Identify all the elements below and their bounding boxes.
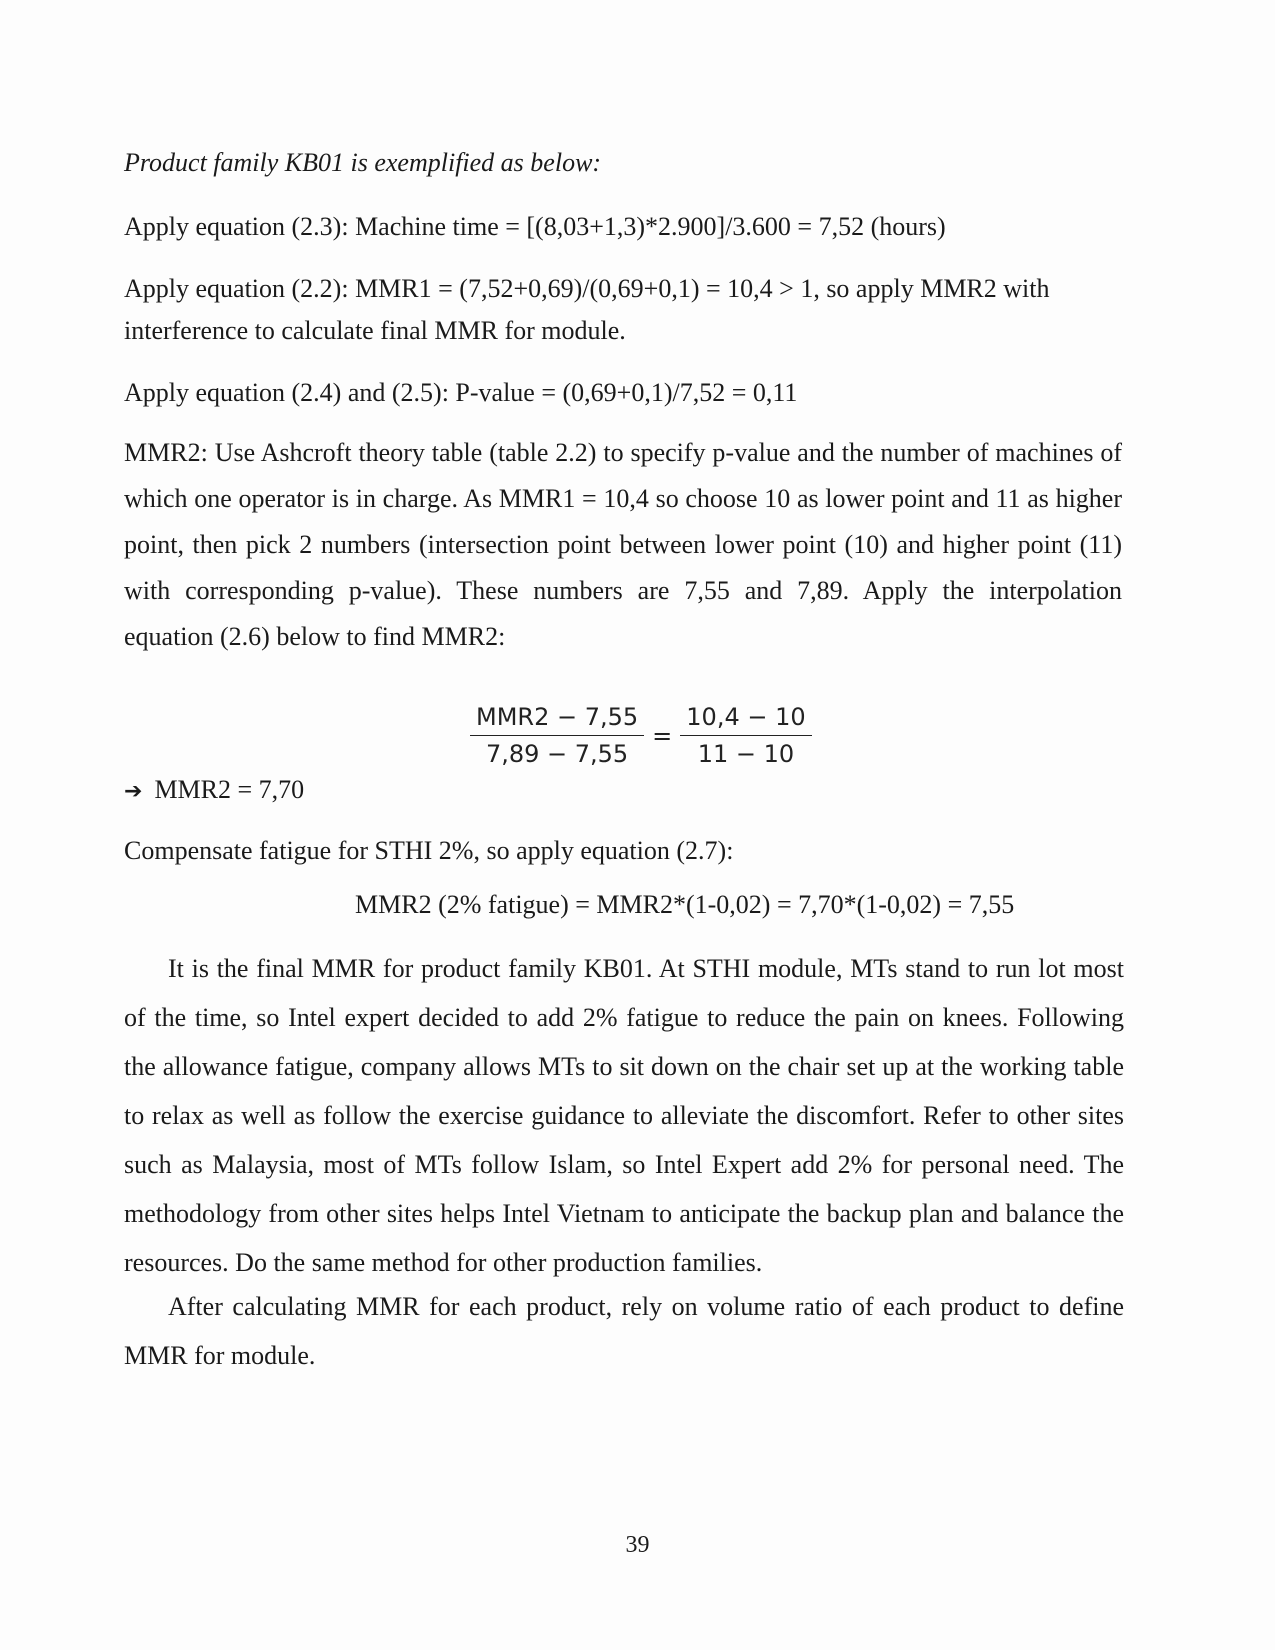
right-denominator: 11 − 10 — [697, 740, 795, 768]
module-mmr-paragraph: After calculating MMR for each product, rely on volume ratio of each product to define MMR for module. — [124, 1292, 1124, 1370]
mmr1-line: Apply equation (2.2): MMR1 = (7,52+0,69)/(0,69+0,1) = 10,4 > 1, so apply MMR2 with — [124, 274, 1050, 303]
fatigue-equation: MMR2 (2% fatigue) = MMR2*(1-0,02) = 7,70*(1-0,02) = 7,55 — [355, 890, 1015, 919]
left-denominator: 7,89 − 7,55 — [485, 740, 629, 768]
right-numerator: 10,4 − 10 — [680, 703, 811, 736]
left-numerator: MMR2 − 7,55 — [470, 703, 644, 736]
section-heading: Product family KB01 is exemplified as below: — [124, 148, 602, 177]
ashcroft-paragraph: MMR2: Use Ashcroft theory table (table 2.2) to specify p-value and the number of machines of which one operator is in charge. As MMR1 = 10,4 so choose 10 as lower point and 11 as higher point, then pick 2 numbers (intersection point between lower point (10) and higher point (11) with corresponding p-value). These numbers are 7,55 and 7,89. Apply the interpolation equation (2.6) below to find MMR2: — [124, 438, 1122, 651]
final-mmr-paragraph: It is the final MMR for product family KB01. At STHI module, MTs stand to run lot most of the time, so Intel expert decided to add 2% fatigue to reduce the pain on knees. Following the allowance fatigue, company allows MTs to sit down on the chair set up at the working table to relax as well as follow the exercise guidance to alleviate the discomfort. Refer to other sites such as Malaysia, most of MTs follow Islam, so Intel Expert add 2% for personal need. The methodology from other sites helps Intel Vietnam to anticipate the backup plan and balance the resources. Do the same method for other production families. — [124, 954, 1124, 1277]
mmr1-line-continued: interference to calculate final MMR for module. — [124, 316, 626, 345]
interpolation-equation — [470, 703, 812, 768]
mmr2-result — [124, 775, 304, 807]
left-fraction — [470, 703, 644, 768]
mmr2-result-text: MMR2 = 7,70 — [154, 775, 305, 804]
p-value-line: Apply equation (2.4) and (2.5): P-value = (0,69+0,1)/7,52 = 0,11 — [124, 378, 798, 407]
arrow-icon: ➔ — [124, 779, 143, 804]
right-fraction — [680, 703, 811, 768]
page-number: 39 — [625, 1532, 650, 1558]
fatigue-line: Compensate fatigue for STHI 2%, so apply equation (2.7): — [124, 836, 734, 865]
machine-time-line: Apply equation (2.3): Machine time = [(8,03+1,3)*2.900]/3.600 = 7,52 (hours) — [124, 212, 946, 241]
equals-sign: = — [652, 721, 673, 750]
